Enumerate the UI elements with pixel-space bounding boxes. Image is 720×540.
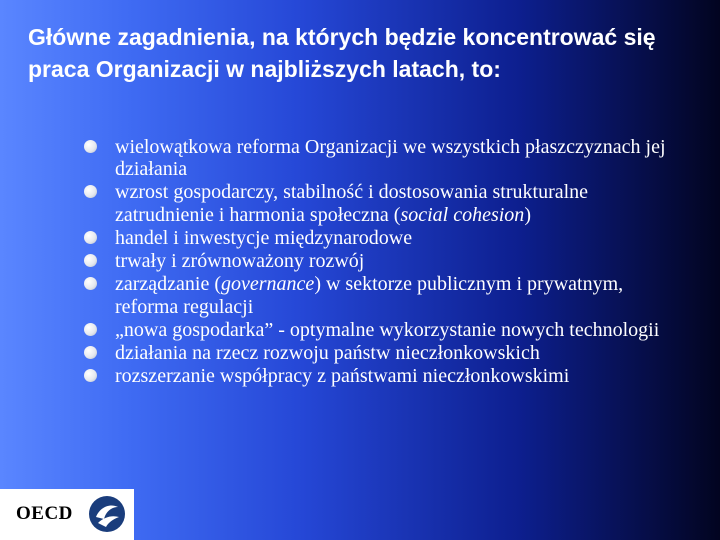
bullet-item: [84, 365, 704, 387]
bullet-dot-icon: [84, 369, 97, 382]
bullet-text: handel i inwestycje międzynarodowe: [115, 227, 413, 249]
bullet-text: trwały i zrównoważony rozwój: [115, 250, 365, 272]
bullet-continuation: [84, 296, 704, 318]
bullet-dot-icon: [84, 185, 97, 198]
oecd-logo-text: OECD: [16, 503, 73, 524]
bullet-text: wzrost gospodarczy, stabilność i dostosowania strukturalne: [115, 181, 589, 203]
bullet-text: działania na rzecz rozwoju państw nieczłonkowskich: [115, 342, 540, 364]
slide-title: Główne zagadnienia, na których będzie koncentrować się praca Organizacji w najbliższych latach, to:: [28, 24, 656, 82]
bullet-item: [84, 250, 704, 272]
bullet-italic-text: social cohesion: [400, 204, 525, 226]
bullet-continuation: [84, 204, 704, 226]
oecd-logo: [0, 489, 134, 540]
bullet-item: [84, 136, 704, 180]
oecd-emblem-icon: [88, 495, 126, 533]
bullet-text: ) w sektorze publicznym i prywatnym,: [314, 273, 624, 295]
bullet-dot-icon: [84, 140, 97, 153]
bullet-text: wielowątkowa reforma Organizacji we wszystkich płaszczyznach jej działania: [115, 136, 666, 180]
bullet-item: [84, 342, 704, 364]
bullet-text: zatrudnienie i harmonia społeczna (: [115, 204, 401, 226]
bullet-item: [84, 273, 704, 295]
bullet-dot-icon: [84, 277, 97, 290]
bullet-dot-icon: [84, 231, 97, 244]
bullet-item: [84, 181, 704, 203]
bullet-italic-text: governance: [221, 273, 315, 295]
bullet-dot-icon: [84, 323, 97, 336]
bullet-item: [84, 227, 704, 249]
bullet-text: zarządzanie (: [115, 273, 222, 295]
bullet-dot-icon: [84, 254, 97, 267]
bullet-list: [84, 136, 704, 388]
bullet-text: reforma regulacji: [115, 296, 254, 318]
bullet-text: rozszerzanie współpracy z państwami nieczłonkowskimi: [115, 365, 570, 387]
bullet-dot-icon: [84, 346, 97, 359]
bullet-text: ): [524, 204, 531, 226]
bullet-item: [84, 319, 704, 341]
bullet-text: „nowa gospodarka” - optymalne wykorzystanie nowych technologii: [115, 319, 660, 341]
